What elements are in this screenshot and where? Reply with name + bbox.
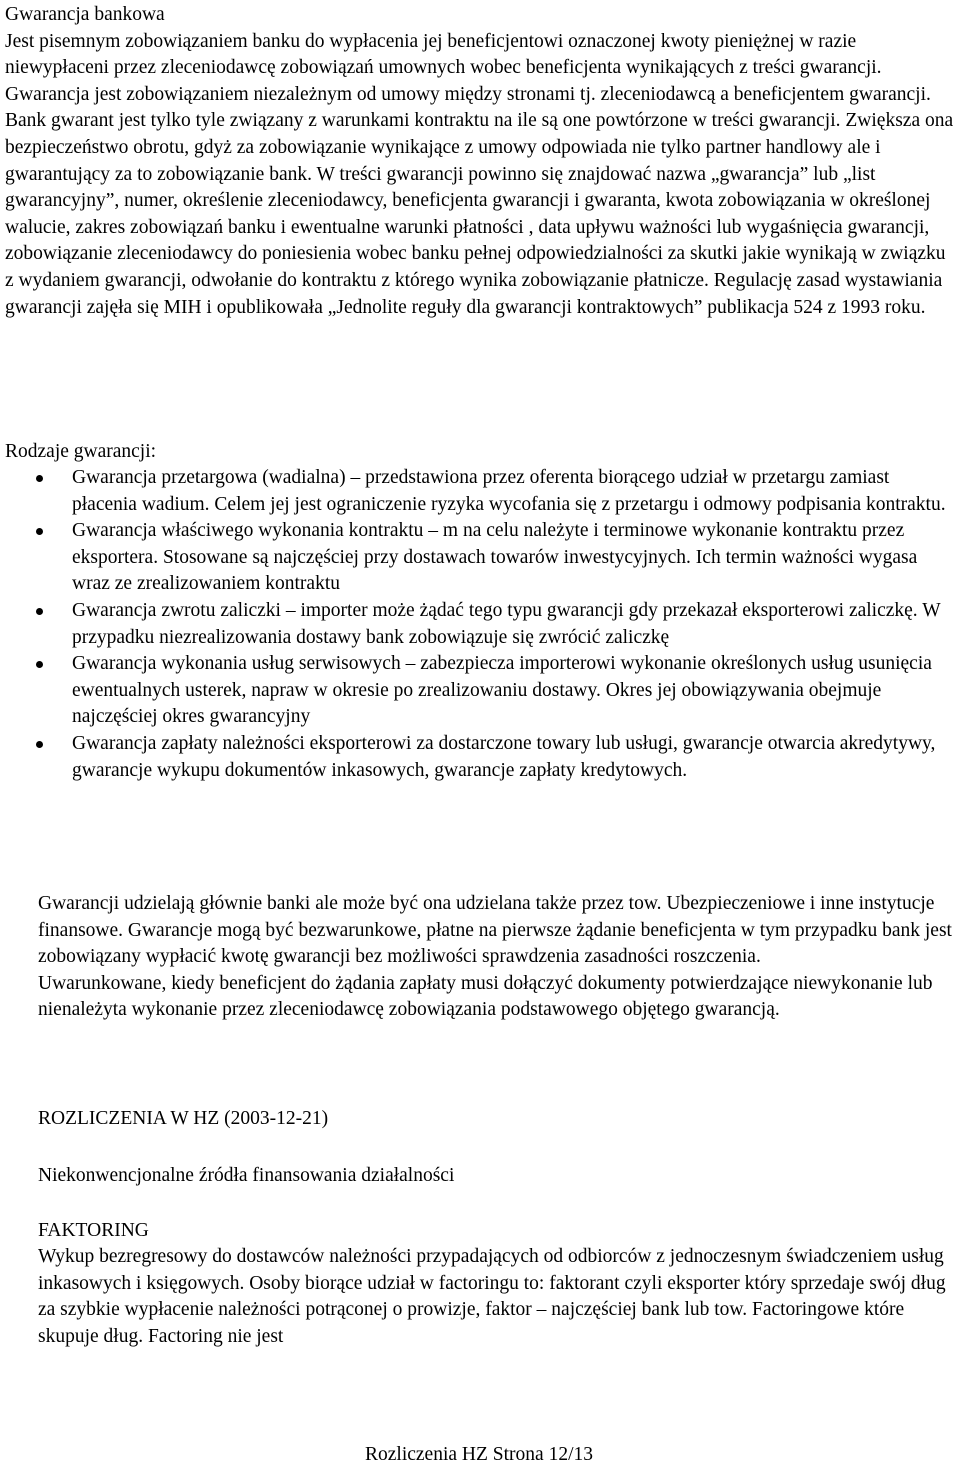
types-heading: Rodzaje gwarancji: — [5, 441, 157, 462]
closing-section — [38, 891, 958, 1024]
closing-paragraph-unconditional: Gwarancji udzielają głównie banki ale może być ona udzielana także przez tow. Ubezpieczeniowe i inne instytucje finansowe. Gwarancje mogą być bezwarunkowe, płatne na pierwsze żądanie beneficjenta w tym przypadku bank jest zobowiązany wypłacić kwotę gwarancji bez możliwości sprawdzenia zasadności roszczenia. — [38, 893, 952, 968]
list-item — [0, 518, 958, 598]
bullet-icon — [36, 608, 43, 615]
factoring-heading: FAKTORING — [38, 1220, 149, 1241]
section-title: ROZLICZENIA W HZ (2003-12-21) — [38, 1108, 329, 1129]
bullet-icon — [36, 661, 43, 668]
list-item-text: Gwarancja zapłaty należności eksporterowi za dostarczone towary lub usługi, gwarancje otwarcia akredytywy, gwarancje wykupu dokumentów inkasowych, gwarancje zapłaty kredytowych. — [72, 732, 936, 781]
bullet-icon — [36, 475, 43, 482]
closing-paragraph-conditional: Uwarunkowane, kiedy beneficjent do żądania zapłaty musi dołączyć dokumenty potwierdzające niewykonanie lub nienależyta wykonanie przez zleceniodawcę zobowiązania podstawowego objętego gwarancją. — [38, 972, 933, 1021]
page-number-label: Rozliczenia HZ Strona 12/13 — [365, 1444, 593, 1465]
factoring-paragraph: Wykup bezregresowy do dostawców należności przypadających od odbiorców z jednoczesnym świadczeniem usług inkasowych i księgowych. Osoby biorące udział w factoringu to: faktorant czyli eksporter który sprzedaje swój dług za szybkie wypłacenie należności potrąconej o prowizje, faktor – najczęściej bank lub tow. Factoringowe które skupuje dług. Factoring nie jest — [38, 1246, 946, 1347]
subsection-title: Niekonwencjonalne źródła finansowania działalności — [38, 1165, 455, 1186]
list-item-text: Gwarancja przetargowa (wadialna) – przedstawiona przez oferenta biorącego udział w przetargu zamiast płacenia wadium. Celem jej jest ograniczenie ryzyka wycofania się z przetargu i odmowy podpisania kontraktu. — [72, 467, 946, 515]
list-item — [0, 598, 958, 651]
list-item — [0, 465, 958, 518]
intro-paragraph: Jest pisemnym zobowiązaniem banku do wypłacenia jej beneficjentowi oznaczonej kwoty pieniężnej w razie niewypłaceni przez zleceniodawcę zobowiązań umownych wobec beneficjenta wynikających z treści gwarancji. Gwarancja jest zobowiązaniem niezależnym od umowy między stronami tj. zleceniodawcą a beneficjentem gwarancji. Bank gwarant jest tylko tyle związany z warunkami kontraktu na ile są one powtórzone w treści gwarancji. Zwiększa ona bezpieczeństwo obrotu, gdyż za zobowiązanie wynikające z umowy odpowiada nie tylko partner handlowy ale i gwarantujący za to zobowiązanie bank. W treści gwarancji powinno się znajdować nazwa „gwarancja” lub „list gwarancyjny”, numer, określenie zleceniodawcy, beneficjenta gwarancji i gwaranta, kwota zobowiązania w określonej walucie, zakres zobowiązań banku i ewentualne warunki płatności , data upływu ważności lub wygaśnięcia gwarancji, zobowiązanie zleceniodawcy do poniesienia wobec banku pełnej odpowiedzialności za skutki jakie wynikają w związku z wydaniem gwarancji, odwołanie do kontraktu z którego wynika zobowiązanie płatnicze. Regulację zasad wystawiania gwarancji zajęła się MIH i opublikowała „Jednolite reguły dla gwarancji kontraktowych” publikacja 524 z 1993 roku. — [5, 30, 954, 318]
section-heading-bank-guarantee: Gwarancja bankowa — [5, 4, 165, 25]
list-item — [0, 731, 958, 784]
bullet-icon — [36, 741, 43, 748]
bullet-icon — [36, 528, 43, 535]
guarantee-types-list — [0, 465, 958, 784]
list-item-text: Gwarancja wykonania usług serwisowych – zabezpiecza importerowi wykonanie określonych usług usunięcia ewentualnych usterek, napraw w okresie po zrealizowaniu dostawy. Okres jej obowiązywania obejmuje najczęściej okres gwarancyjny — [72, 653, 932, 728]
intro-section — [5, 2, 957, 321]
list-item — [0, 651, 958, 731]
list-item-text: Gwarancja właściwego wykonania kontraktu – m na celu należyte i terminowe wykonanie kontraktu przez eksportera. Stosowane są najczęściej przy dostawach towarów inwestycyjnych. Ich termin ważności wygasa wraz ze zrealizowaniem kontraktu — [72, 520, 918, 595]
list-item-text: Gwarancja zwrotu zaliczki – importer może żądać tego typu gwarancji gdy przekazał eksporterowi zaliczkę. W przypadku niezrealizowania dostawy bank zobowiązuje się zwrócić zaliczkę — [72, 599, 941, 648]
